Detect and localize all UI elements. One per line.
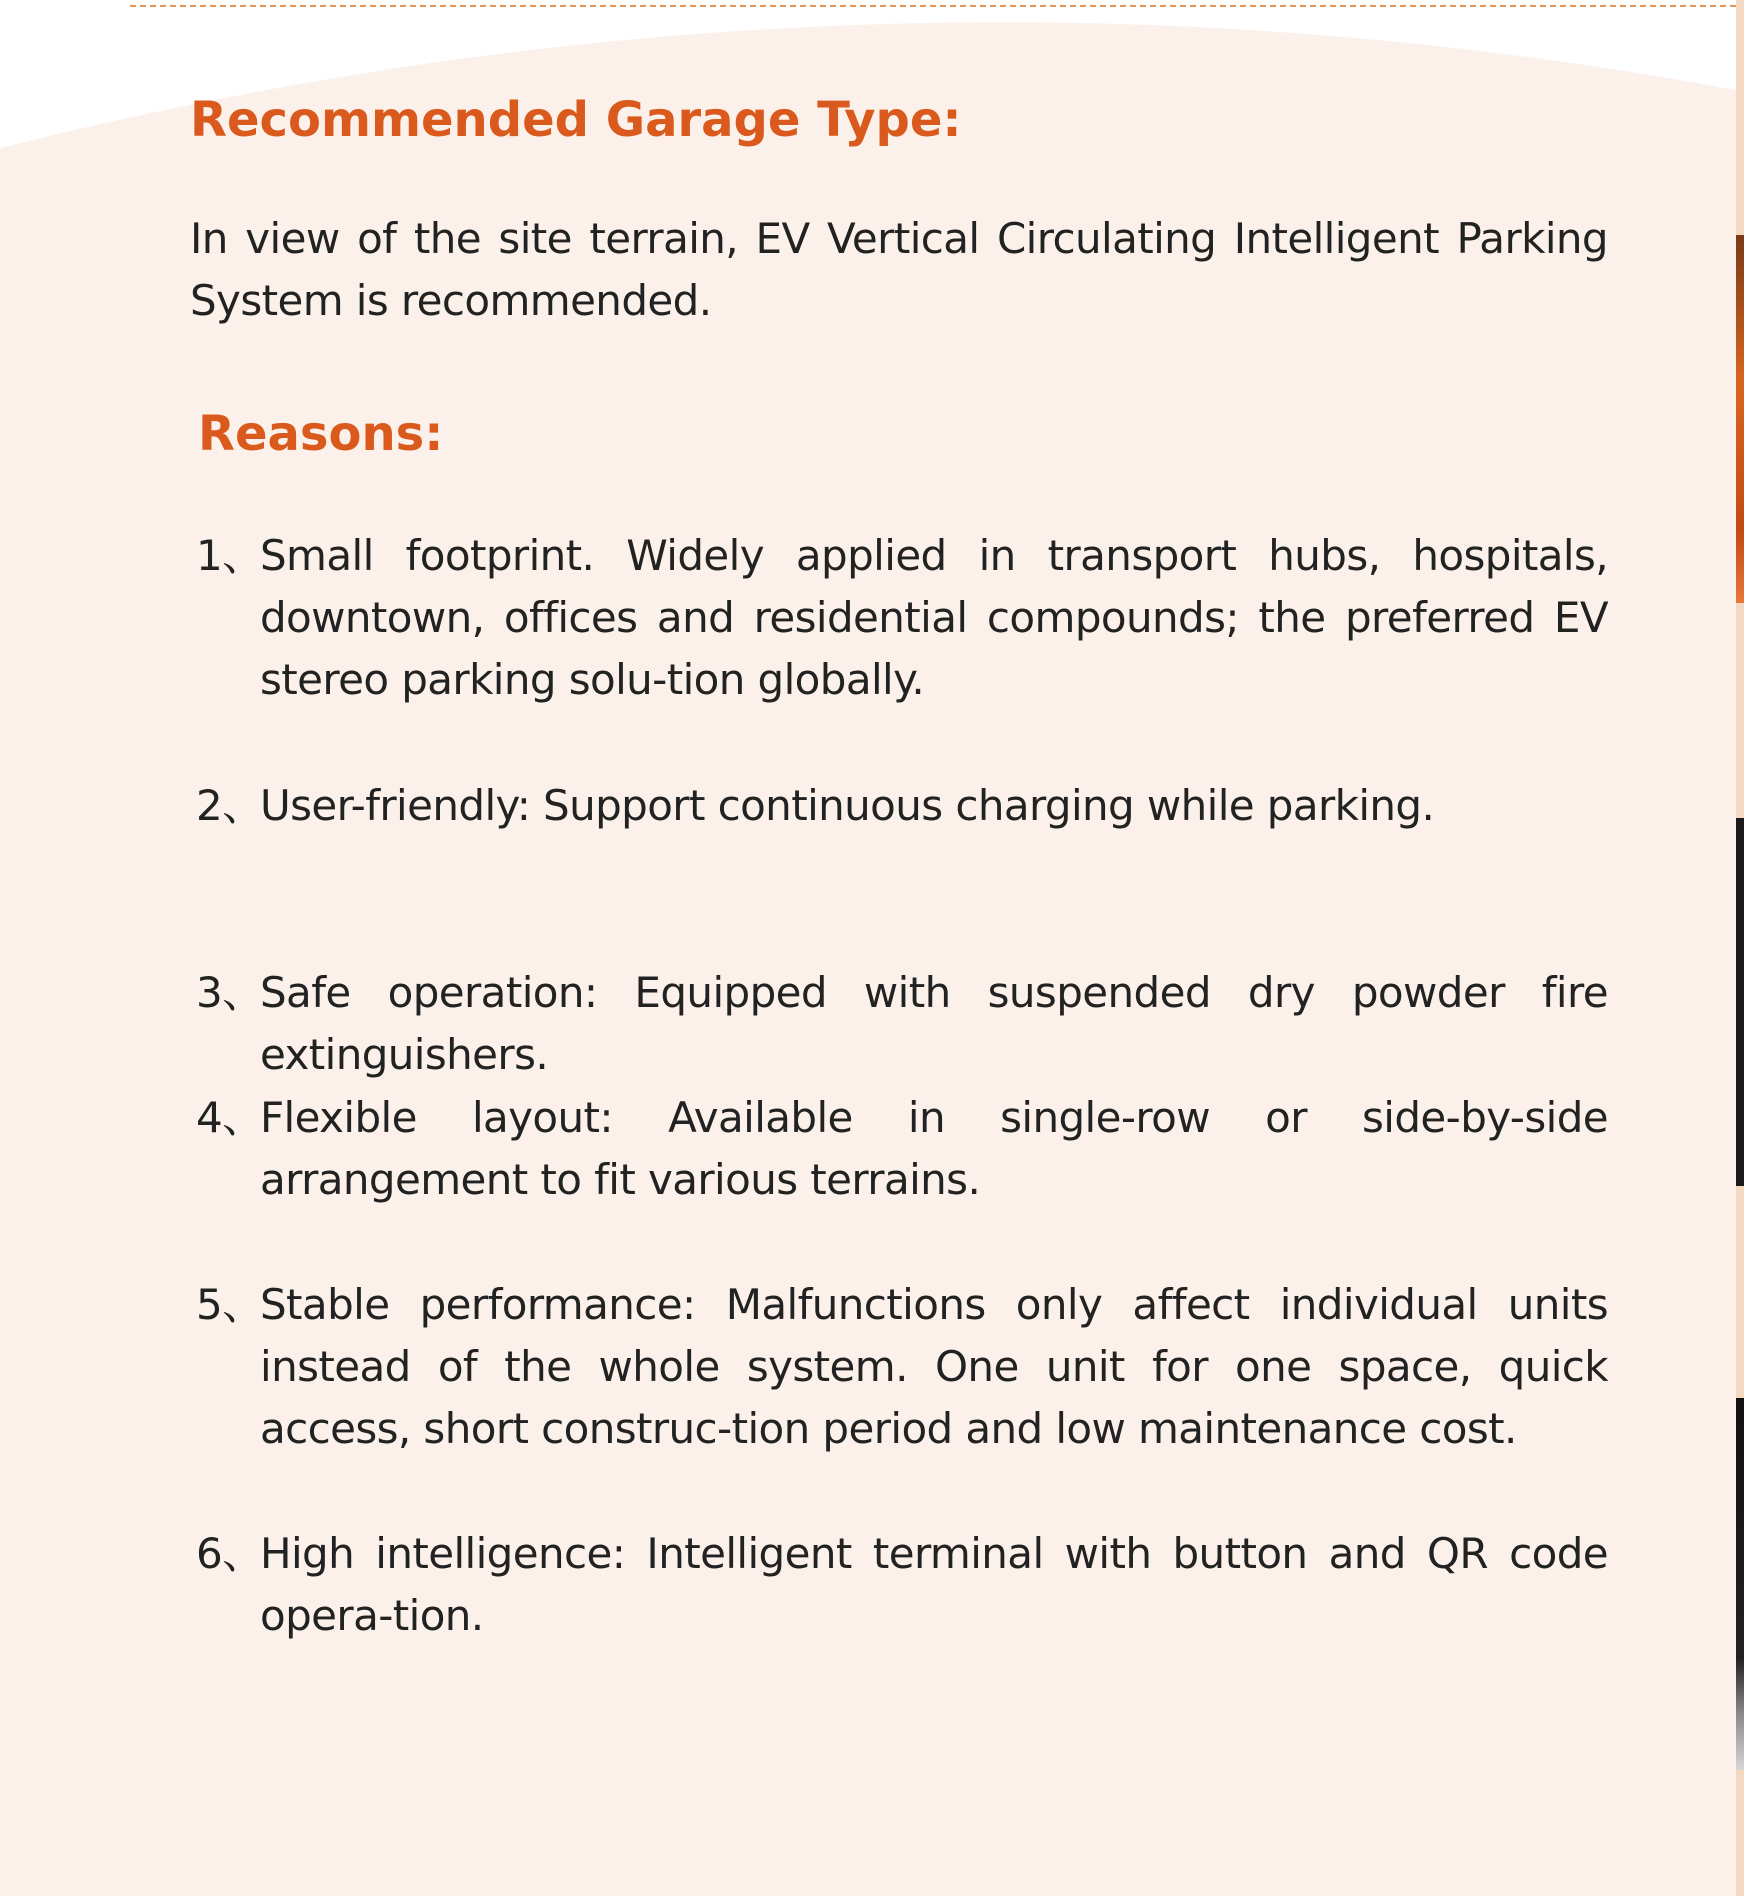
recommended-garage-heading: Recommended Garage Type: — [190, 92, 962, 148]
reasons-heading: Reasons: — [198, 406, 444, 462]
right-edge-photo-middle — [1736, 818, 1744, 1186]
reason-item-1 — [196, 525, 1608, 711]
reason-text: Safe operation: Equipped with suspended dry powder fire extinguishers. — [260, 968, 1608, 1079]
reason-item-3 — [196, 962, 1608, 1086]
reason-item-2 — [196, 775, 1608, 837]
reason-number: 3、 — [196, 968, 264, 1017]
right-edge-photo-top — [1736, 235, 1744, 603]
intro-paragraph: In view of the site terrain, EV Vertical Circulating Intelligent Parking System is recommended. — [190, 214, 1608, 325]
right-edge-photo-bottom — [1736, 1398, 1744, 1770]
reason-number: 1、 — [196, 531, 264, 580]
top-dashed-divider — [130, 5, 1736, 7]
reason-text: High intelligence: Intelligent terminal with button and QR code opera-tion. — [260, 1529, 1608, 1640]
reason-number: 6、 — [196, 1529, 264, 1578]
reason-number: 2、 — [196, 781, 264, 830]
reason-item-5 — [196, 1274, 1608, 1460]
reason-text: Flexible layout: Available in single-row or side-by-side arrangement to fit various terrains. — [260, 1093, 1608, 1204]
reason-item-6 — [196, 1523, 1608, 1647]
reason-text: Small footprint. Widely applied in transport hubs, hospitals, downtown, offices and residential compounds; the preferred EV stereo parking solu-tion globally. — [260, 531, 1608, 704]
reason-number: 5、 — [196, 1280, 264, 1329]
reason-number: 4、 — [196, 1093, 264, 1142]
reason-text: User-friendly: Support continuous charging while parking. — [260, 781, 1435, 830]
reason-item-4 — [196, 1087, 1608, 1211]
reason-text: Stable performance: Malfunctions only affect individual units instead of the whole system. One unit for one space, quick access, short construc-tion period and low maintenance cost. — [260, 1280, 1608, 1453]
